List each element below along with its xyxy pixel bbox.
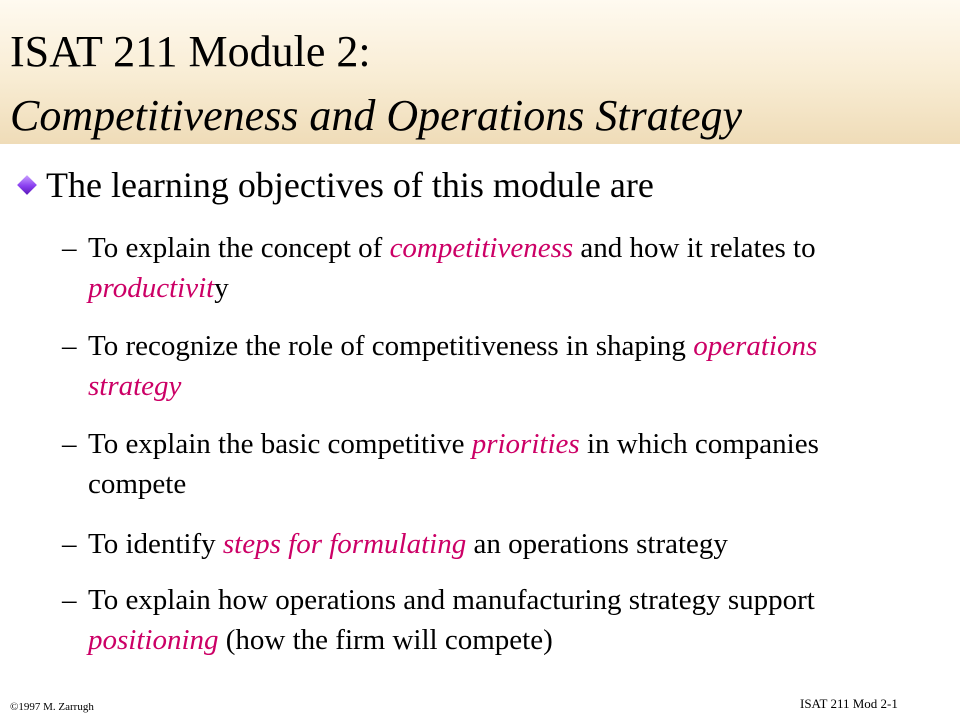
objective-text	[88, 524, 892, 564]
objective-item	[62, 424, 892, 504]
emphasis-term: positioning	[88, 624, 219, 656]
emphasis-term: productivit	[88, 272, 215, 304]
text-span: To identify	[88, 528, 223, 560]
slide-subtitle: Competitiveness and Operations Strategy	[10, 91, 743, 140]
text-span: in which companies compete	[88, 428, 819, 500]
emphasis-term: operations strategy	[88, 330, 818, 402]
dash-marker: –	[62, 584, 77, 616]
main-bullet	[20, 160, 654, 210]
main-bullet-text: The learning objectives of this module are	[46, 165, 654, 205]
text-span: To recognize the role of competitiveness in shaping	[88, 330, 694, 362]
slide-title: ISAT 211 Module 2:	[10, 27, 371, 76]
diamond-bullet-icon	[17, 175, 37, 195]
objective-text	[88, 326, 892, 406]
emphasis-term: competitiveness	[389, 232, 574, 264]
objective-item	[62, 228, 892, 308]
emphasis-term: steps for formulating	[222, 528, 467, 560]
objective-item	[62, 326, 892, 406]
copyright-footer: ©1997 M. Zarrugh	[10, 701, 94, 713]
emphasis-term: priorities	[471, 428, 580, 460]
text-span: (how the firm will compete)	[218, 624, 553, 656]
objective-item	[62, 524, 892, 564]
dash-marker: –	[62, 528, 77, 560]
dash-marker: –	[62, 428, 77, 460]
objective-text	[88, 424, 892, 504]
slide-number-footer: ISAT 211 Mod 2-1	[800, 696, 898, 711]
objective-text	[88, 228, 892, 308]
objective-text	[88, 580, 892, 660]
dash-marker: –	[62, 330, 77, 362]
text-span: y	[214, 272, 229, 304]
text-span: To explain how operations and manufacturing strategy support	[88, 584, 815, 616]
text-span: To explain the basic competitive	[88, 428, 472, 460]
text-span: and how it relates to	[573, 232, 816, 264]
dash-marker: –	[62, 232, 77, 264]
text-span: To explain the concept of	[88, 232, 390, 264]
text-span: an operations strategy	[466, 528, 728, 560]
objective-item	[62, 580, 892, 660]
